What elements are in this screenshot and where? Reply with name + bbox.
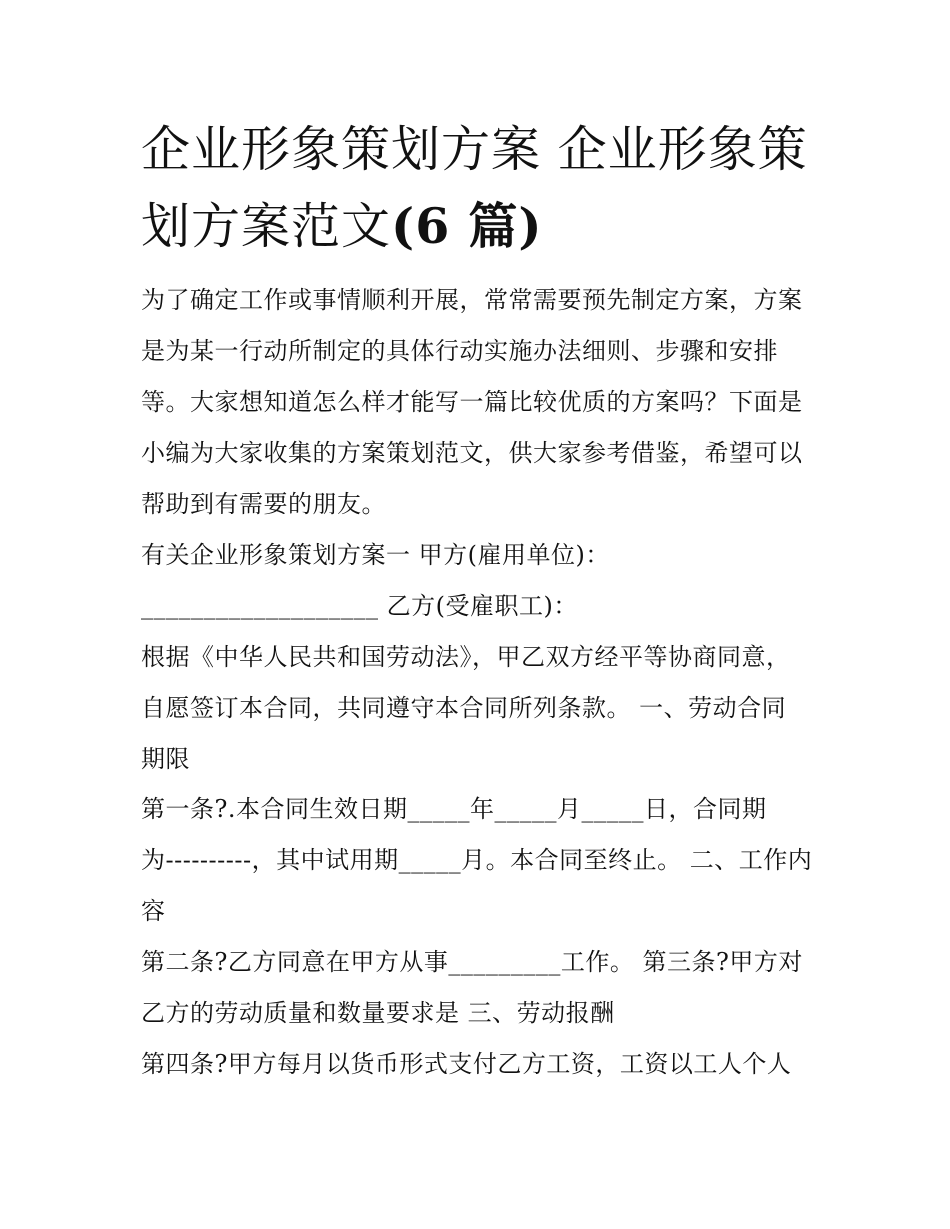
body-line: 小编为大家收集的方案策划范文，供大家参考借鉴，希望可以 — [141, 439, 803, 467]
body-line: 为了确定工作或事情顺利开展，常常需要预先制定方案，方案 — [141, 286, 803, 314]
body-line: 帮助到有需要的朋友。 — [141, 490, 386, 518]
title-line-2b: (6 篇) — [391, 197, 543, 255]
title-line-1: 企业形象策划方案 企业形象策 — [141, 121, 808, 178]
body-line: 有关企业形象策划方案一 甲方(雇用单位)： — [141, 541, 610, 569]
body-line: 根据《中华人民共和国劳动法》，甲乙双方经平等协商同意， — [141, 643, 791, 671]
body-line: 容 — [141, 897, 166, 925]
body-line: 为----------，其中试用期_____月。本合同至终止。 二、工作内 — [141, 846, 813, 874]
body-line: 期限 — [141, 745, 190, 773]
body-line: 等。大家想知道怎么样才能写一篇比较优质的方案吗？下面是 — [141, 388, 803, 416]
body-line: 第四条?甲方每月以货币形式支付乙方工资，工资以工人个人 — [141, 1050, 792, 1078]
body-line: 第一条?.本合同生效日期_____年_____月_____日，合同期 — [141, 795, 767, 823]
body-line: ___________________ 乙方(受雇职工)： — [141, 592, 578, 620]
body-line: 乙方的劳动质量和数量要求是 三、劳动报酬 — [141, 999, 615, 1027]
body-line: 第二条?乙方同意在甲方从事_________工作。 第三条?甲方对 — [141, 948, 803, 976]
title-line-2a: 划方案范文 — [141, 198, 392, 255]
document-title — [141, 112, 821, 265]
body-line: 自愿签订本合同，共同遵守本合同所列条款。 一、劳动合同 — [141, 694, 787, 722]
body-line: 是为某一行动所制定的具体行动实施办法细则、步骤和安排 — [141, 337, 778, 365]
